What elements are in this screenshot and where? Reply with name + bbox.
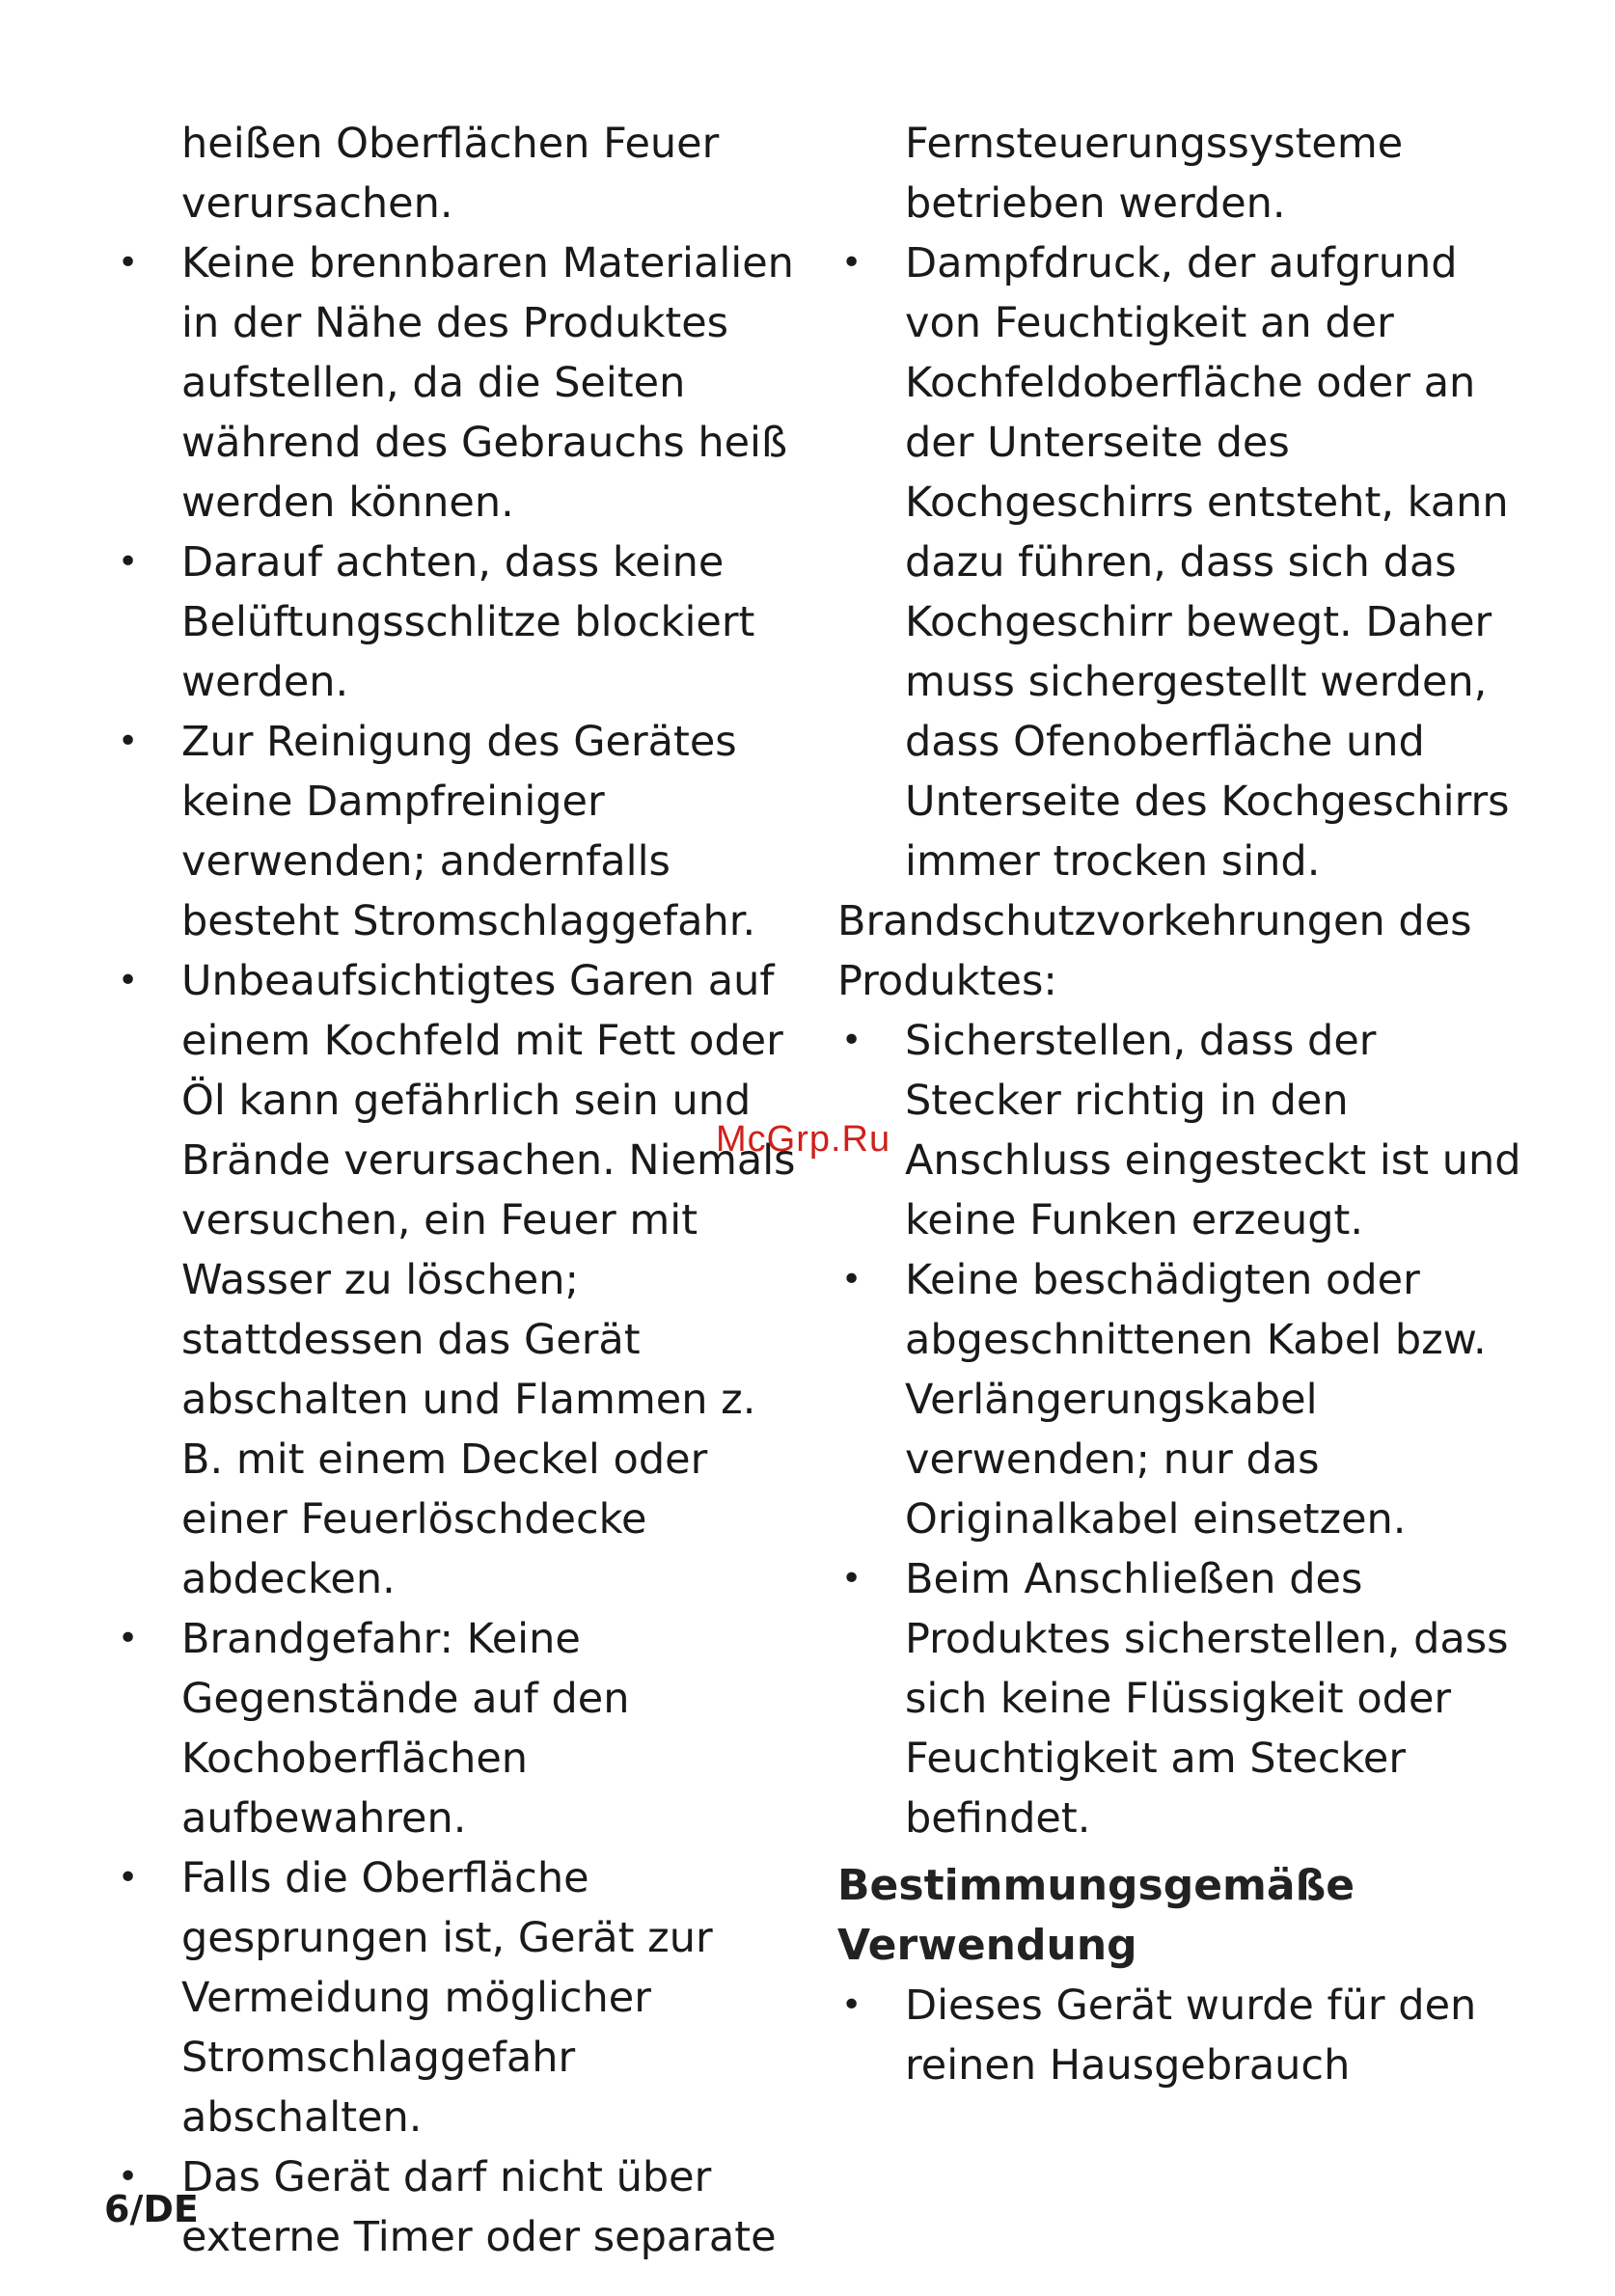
list-item: • Keine beschädigten oder abgeschnittenen Kabel bzw. Verlängerungskabel verwenden; nur das Originalkabel einsetzen.	[837, 1250, 1532, 1549]
bullet-icon: •	[118, 722, 139, 761]
section-intro: Brandschutzvorkehrungen des Produktes:	[837, 897, 1472, 1005]
bullet-icon: •	[118, 2157, 139, 2197]
bullet-icon: •	[841, 243, 862, 283]
right-column	[837, 114, 1532, 2095]
bullet-icon: •	[118, 542, 139, 582]
list-item: • Zur Reinigung des Gerätes keine Dampfreiniger verwenden; andernfalls besteht Stromschlaggefahr.	[114, 712, 808, 951]
list-item: • Das Gerät darf nicht über externe Timer oder separate	[114, 2147, 808, 2267]
bullet-icon: •	[118, 243, 139, 283]
list-item: • Dieses Gerät wurde für den reinen Hausgebrauch	[837, 1976, 1532, 2095]
list-item: • Unbeaufsichtigtes Garen auf einem Kochfeld mit Fett oder Öl kann gefährlich sein und Brände verursachen. Niemals versuchen, ein Feuer mit Wasser zu löschen; stattdessen das Gerät abschalten und Flammen z. B. mit einem Deckel oder einer Feuerlöschdecke abdecken.	[114, 951, 808, 1609]
bullet-icon: •	[841, 1021, 862, 1060]
watermark: McGrp.Ru	[716, 1119, 891, 1160]
bullet-icon: •	[118, 1858, 139, 1898]
bullet-icon: •	[841, 1559, 862, 1599]
bullet-icon: •	[841, 1260, 862, 1299]
list-item: • Dampfdruck, der aufgrund von Feuchtigkeit an der Kochfeldoberfläche oder an der Unterseite des Kochgeschirrs entsteht, kann dazu führen, dass sich das Kochgeschirr bewegt. Daher muss sichergestellt werden, dass Ofenoberfläche und Unterseite des Kochgeschirrs immer trocken sind.	[837, 233, 1532, 891]
left-column	[114, 114, 808, 2267]
bullet-icon: •	[118, 961, 139, 1000]
continuation-text: Fernsteuerungssysteme betrieben werden.	[905, 120, 1404, 228]
bullet-icon: •	[118, 1619, 139, 1658]
list-item: • Falls die Oberfläche gesprungen ist, Gerät zur Vermeidung möglicher Stromschlaggefahr abschalten.	[114, 1848, 808, 2147]
list-item: • Sicherstellen, dass der Stecker richtig in den Anschluss eingesteckt ist und keine Funken erzeugt.	[837, 1011, 1532, 1250]
list-item: • Beim Anschließen des Produktes sicherstellen, dass sich keine Flüssigkeit oder Feuchtigkeit am Stecker befindet.	[837, 1549, 1532, 1848]
list-item: • Brandgefahr: Keine Gegenstände auf den Kochoberflächen aufbewahren.	[114, 1609, 808, 1848]
section-heading: Bestimmungsgemäße Verwendung	[837, 1861, 1355, 1970]
continuation-text: heißen Oberflächen Feuer verursachen.	[181, 120, 720, 228]
page-number: 6/DE	[104, 2188, 199, 2230]
list-item: • Darauf achten, dass keine Belüftungsschlitze blockiert werden.	[114, 533, 808, 712]
bullet-icon: •	[841, 1985, 862, 2025]
list-item: • Keine brennbaren Materialien in der Nähe des Produktes aufstellen, da die Seiten während des Gebrauchs heiß werden können.	[114, 233, 808, 533]
